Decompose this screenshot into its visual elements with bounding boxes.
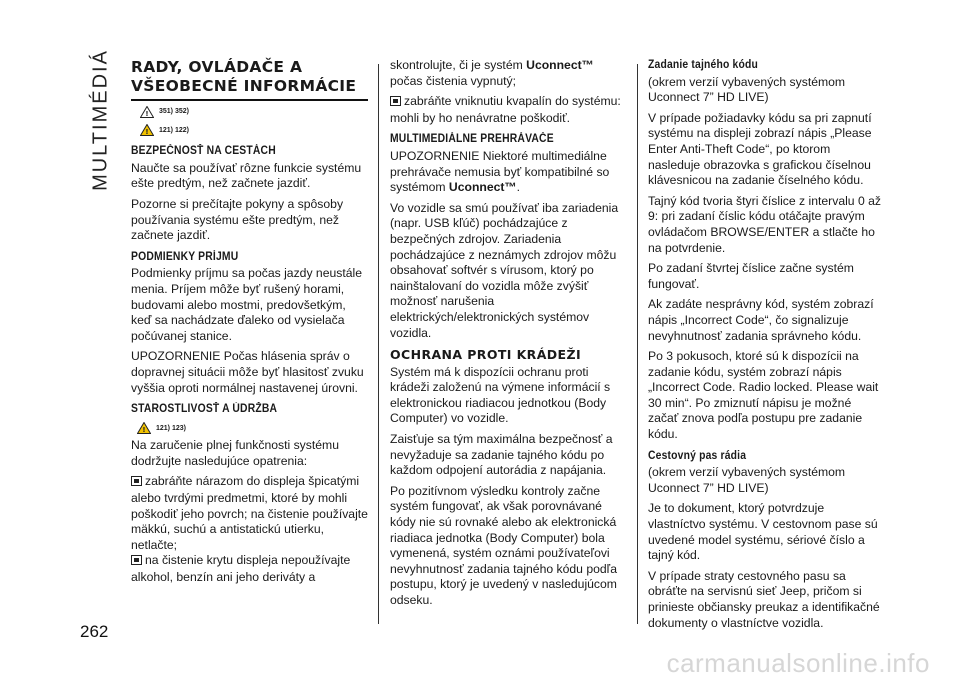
- paragraph: Je to dokument, ktorý potvrdzuje vlastníctvo systému. V cestovnom pase sú uvedené model systému, sériové číslo a tajný kód.: [648, 501, 878, 563]
- bullet-item: zabráňte nárazom do displeja špicatými alebo tvrdými predmetmi, ktoré by mohli poškodiť jeho povrch; na čistenie používajte mäkkú, suchú a antistatickú utierku, netlačte;: [131, 474, 368, 552]
- paragraph: Naučte sa používať rôzne funkcie systému ešte predtým, než začnete jazdiť.: [131, 160, 362, 191]
- column-1: [131, 58, 368, 586]
- paragraph: UPOZORNENIE Počas hlásenia správ o dopravnej situácii môže byť hlasitosť zvuku vyššia oproti normálnej nastavenej úrovni.: [131, 349, 364, 395]
- paragraph: (okrem verzií vybavených systémom Uconnect 7” HD LIVE): [648, 74, 846, 105]
- caution-triangle-icon: [137, 422, 151, 434]
- paragraph: Po zadaní štvrtej číslice začne systém fungovať.: [648, 261, 854, 291]
- heading: Cestovný pas rádia: [648, 449, 747, 462]
- page-title: RADY, OVLÁDAČE A VŠEOBECNÉ INFORMÁCIE: [131, 58, 368, 101]
- caution-reference: ! 121) 123): [131, 421, 368, 437]
- warning-triangle-icon: [140, 106, 154, 118]
- page-number: 262: [80, 622, 109, 641]
- section-heading: OCHRANA PROTI KRÁDEŽI: [390, 347, 582, 363]
- paragraph: V prípade požiadavky kódu sa pri zapnutí systému na displeji zobrazí nápis „Please Enter Anti-Theft Code“, po ktorom nasleduje obrazovka s grafickou číselnou klávesnicou na zadanie číselného kódu.: [648, 110, 872, 188]
- svg-text:!: !: [145, 109, 149, 118]
- paragraph: Ak zadáte nesprávny kód, systém zobrazí nápis „Incorrect Code“, čo signalizuje nevyhnutnosť zadania správneho kódu.: [648, 297, 874, 343]
- caution-reference: ! 121) 122): [131, 123, 368, 139]
- bullet-item: zabráňte vniknutiu kvapalín do systému: mohli by ho nenávratne poškodiť.: [390, 94, 621, 125]
- warning-reference: ! 351) 352): [131, 104, 368, 120]
- bullet-icon: [131, 475, 142, 491]
- paragraph: (okrem verzií vybavených systémom Uconnect 7” HD LIVE): [648, 465, 846, 495]
- heading: STAROSTLIVOSŤ A ÚDRŽBA: [131, 403, 278, 416]
- paragraph: Vo vozidle sa smú používať iba zariadenia (napr. USB kľúč) pochádzajúce z bezpečných zdrojov. Zariadenia pochádzajúce z neznámych zdrojov môžu obsahovať softvér s vírusom, ktorý po nainštalovaní do vozidla môže zvýšiť možnosť narušenia elektrických/elektronických systémov vozidla.: [390, 200, 619, 340]
- column-3: [648, 58, 884, 636]
- paragraph: Podmienky príjmu sa počas jazdy neustále menia. Príjem môže byť rušený horami, budovami alebo mostmi, predovšetkým, keď sa nachádzate ďaleko od vysielača počúvanej stanice.: [131, 266, 363, 343]
- column-2: [390, 58, 626, 614]
- svg-text:!: !: [142, 426, 146, 435]
- watermark: carmanualsonline.info: [666, 648, 930, 678]
- paragraph: Po 3 pokusoch, ktoré sú k dispozícii na zadanie kódu, systém zobrazí nápis „Incorrect Code. Radio locked. Please wait 30 min“. Po zmiznutí nápisu je možné začať znova podľa postupu pre zadanie kódu.: [648, 349, 879, 442]
- caution-triangle-icon: [140, 124, 154, 136]
- heading: Zadanie tajného kódu: [648, 59, 758, 71]
- paragraph: Pozorne si prečítajte pokyny a spôsoby používania systému ešte predtým, než začnete jazdiť.: [131, 196, 344, 243]
- heading: BEZPEČNOSŤ NA CESTÁCH: [131, 145, 276, 158]
- paragraph: Systém má k dispozícii ochranu proti krádeži založenú na výmene informácií s elektronickou riadiacou jednotkou (Body Computer) vo vozidle.: [390, 364, 611, 426]
- bullet-icon: [131, 554, 142, 570]
- column-divider: [378, 64, 379, 624]
- section-side-tab: MULTIMÉDIÁ: [89, 49, 112, 191]
- paragraph: Tajný kód tvoria štyri číslice z intervalu 0 až 9: pri zadaní číslic kódu otáčajte pravým ovládačom BROWSE/ENTER a stlačte ho na potvrdenie.: [648, 193, 882, 255]
- paragraph: Zaisťuje sa tým maximálna bezpečnosť a nevyžaduje sa zadanie tajného kódu po každom odpojení autorádia z napájania.: [390, 432, 613, 478]
- heading: MULTIMEDIÁLNE PREHRÁVAČE: [390, 133, 554, 146]
- paragraph: UPOZORNENIE Niektoré multimediálne prehrávače nemusia byť kompatibilné so systémom Uconnect™.: [390, 148, 610, 195]
- paragraph: Na zaručenie plnej funkčnosti systému dodržujte nasledujúce opatrenia:: [131, 438, 339, 468]
- paragraph: Po pozitívnom výsledku kontroly začne systém fungovať, ak však porovnávané kódy nie sú rovnaké alebo ak elektronická riadiaca jednotka (Body Computer) bola vymenená, systém oznámi používateľovi nevyhnutnosť zadania tajného kódu podľa postupu, ktorý je uvedený v nasledujúcom odseku.: [390, 483, 617, 607]
- column-divider: [637, 64, 638, 624]
- paragraph: V prípade straty cestovného pasu sa obráťte na servisnú sieť Jeep, pričom si prinieste občiansky preukaz a identifikačné dokumenty o vlastníctve vozidla.: [648, 568, 880, 630]
- heading: PODMIENKY PRÍJMU: [131, 250, 239, 263]
- svg-text:!: !: [145, 128, 149, 137]
- bullet-icon: [390, 95, 401, 111]
- paragraph: skontrolujte, či je systém Uconnect™ počas čistenia vypnutý;: [390, 58, 594, 88]
- bullet-item: na čistenie krytu displeja nepoužívajte alkohol, benzín ani jeho deriváty a: [131, 553, 351, 585]
